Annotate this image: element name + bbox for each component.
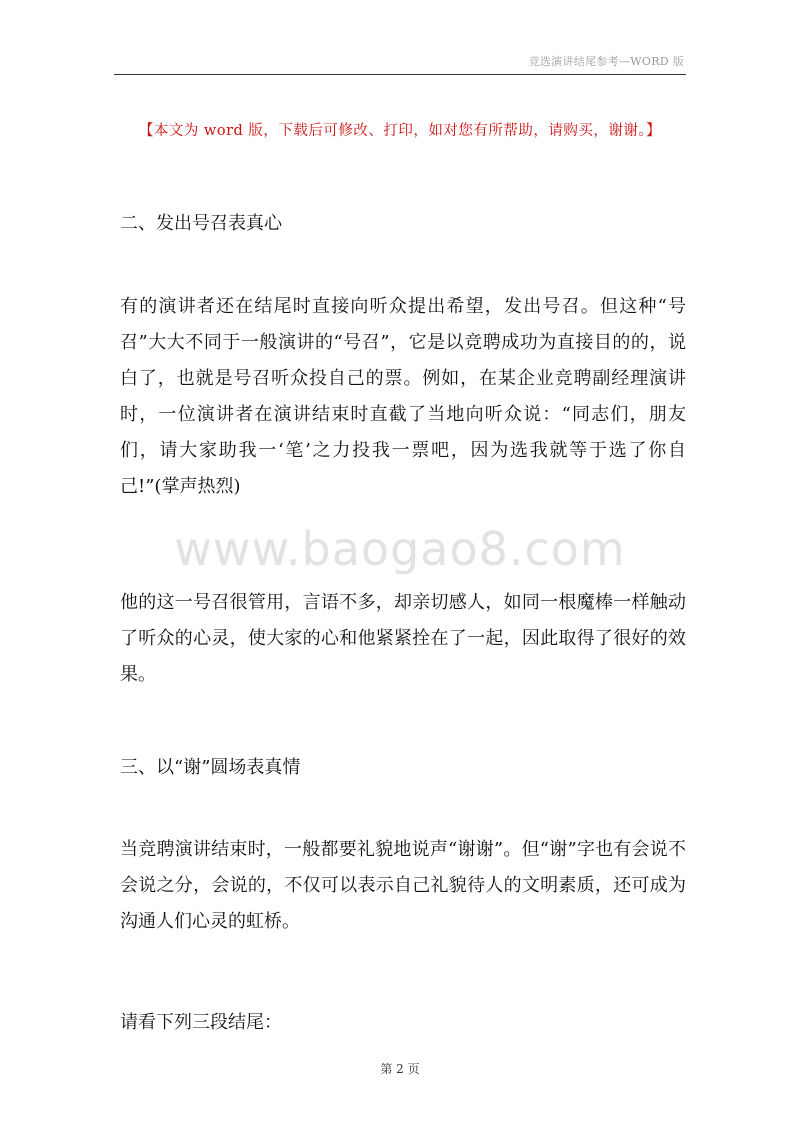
- body-paragraph-3: 当竞聘演讲结束时，一般都要礼貌地说声“谢谢”。但“谢”字也有会说不会说之分，会说的，不仅可以表示自己礼貌待人的文明素质，还可成为沟通人们心灵的虹桥。: [120, 839, 686, 932]
- body-paragraph-4: 请看下列三段结尾：: [120, 1012, 282, 1033]
- header-divider: [114, 74, 686, 75]
- body-paragraph-2: 他的这一号召很管用，言语不多，却亲切感人，如同一根魔棒一样触动了听众的心灵，使大家的心和他紧紧拴在了一起，因此取得了很好的效果。: [120, 592, 686, 685]
- running-header: 竞选演讲结尾参考—WORD 版: [528, 55, 684, 68]
- purchase-notice: 【本文为 word 版，下载后可修改、打印，如对您有所帮助，请购买，谢谢。】: [138, 123, 662, 139]
- page-number: 第 2 页: [380, 1062, 420, 1076]
- section-heading-2: 二、发出号召表真心: [120, 213, 282, 234]
- body-paragraph-1: 有的演讲者还在结尾时直接向听众提出希望，发出号召。但这种“号召”大大不同于一般演讲的“号召”，它是以竞聘成功为直接目的的，说白了，也就是号召听众投自己的票。例如，在某企业竞聘副经理演讲时，一位演讲者在演讲结束时直截了当地向听众说：“同志们，朋友们，请大家助我一‘笔’之力投我一票吧，因为选我就等于选了你自己!”(掌声热烈): [120, 296, 686, 497]
- watermark: www.baogao8.com: [174, 522, 626, 576]
- section-heading-3: 三、以“谢”圆场表真情: [120, 757, 301, 778]
